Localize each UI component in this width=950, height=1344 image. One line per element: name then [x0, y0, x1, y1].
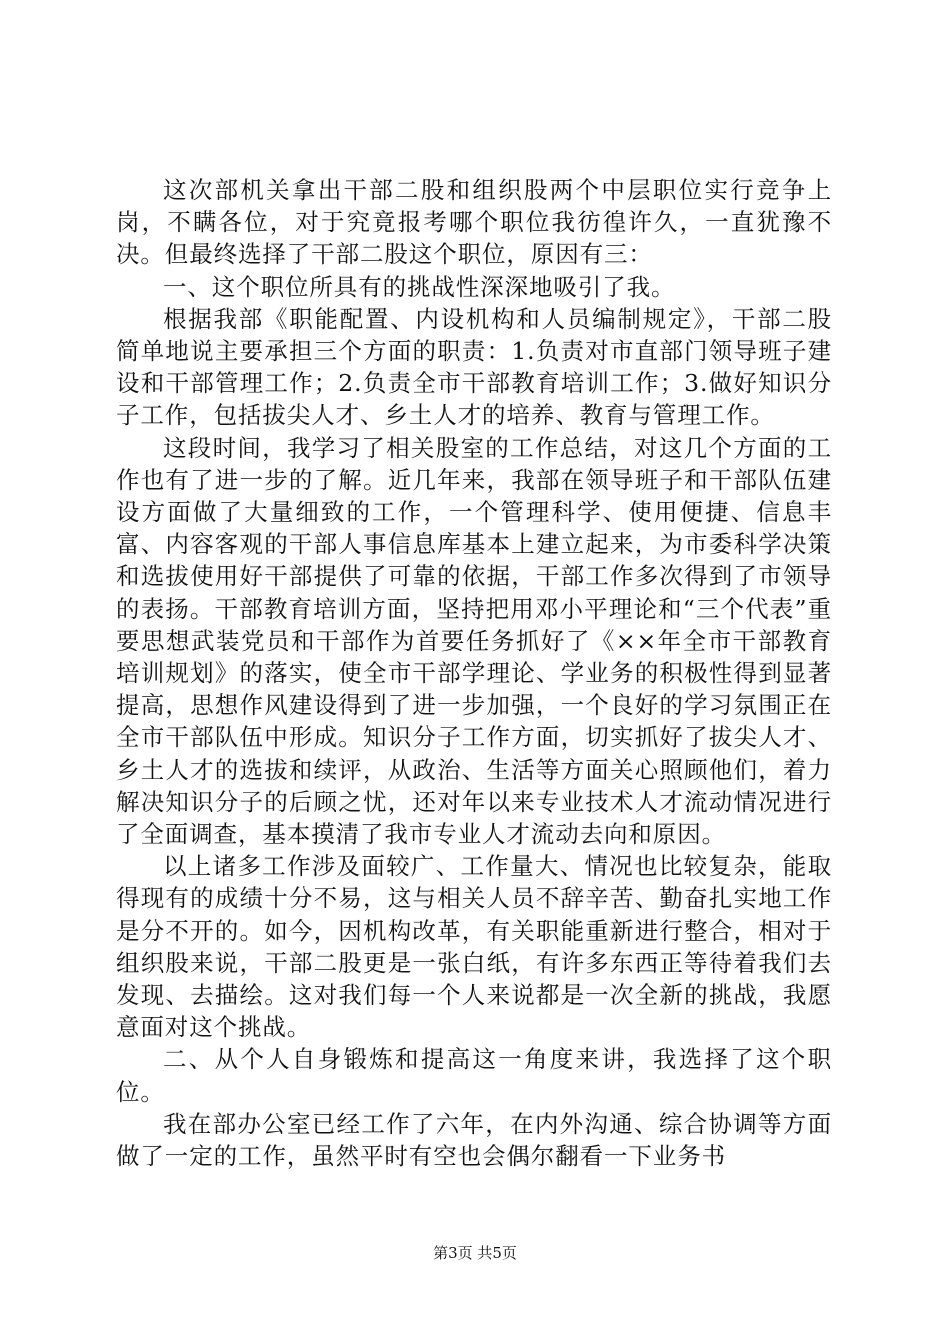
paragraph-recent-work: 这段时间，我学习了相关股室的工作总结，对这几个方面的工作也有了进一步的了解。近几年来，我部在领导班子和干部队伍建设方面做了大量细致的工作，一个管理科学、使用便捷、信息丰富、内容客观的干部人事信息库基本上建立起来，为市委科学决策和选拔使用好干部提供了可靠的依据，干部工作多次得到了市领导的表扬。干部教育培训方面，坚持把用邓小平理论和“三个代表”重要思想武装党员和干部作为首要任务抓好了《××年全市干部教育培训规划》的落实，使全市干部学理论、学业务的积极性得到显著提高，思想作风建设得到了进一步加强，一个良好的学习氛围正在全市干部队伍中形成。知识分子工作方面，切实抓好了拔尖人才、乡土人才的选拔和续评，从政治、生活等方面关心照顾他们，着力解决知识分子的后顾之忧，还对年以来专业技术人才流动情况进行了全面调查，基本摸清了我市专业人才流动去向和原因。	[116, 433, 832, 849]
page-footer: 第3页 共5页	[433, 1244, 517, 1262]
paragraph-personal-experience: 我在部办公室已经工作了六年，在内外沟通、综合协调等方面做了一定的工作，虽然平时有空也会偶尔翻看一下业务书	[116, 1109, 832, 1171]
paragraph-challenge: 以上诸多工作涉及面较广、工作量大、情况也比较复杂，能取得现有的成绩十分不易，这与相关人员不辞辛苦、勤奋扎实地工作是分不开的。如今，因机构改革，有关职能重新进行整合，相对于组织股来说，干部二股更是一张白纸，有许多东西正等待着我们去发现、去描绘。这对我们每一个人来说都是一次全新的挑战，我愿意面对这个挑战。	[116, 852, 832, 1042]
paragraph-reason-one-heading: 一、这个职位所具有的挑战性深深地吸引了我。	[163, 272, 676, 301]
paragraph-reason-two-heading: 二、从个人自身锻炼和提高这一角度来讲，我选择了这个职位。	[116, 1045, 832, 1106]
paragraph-intro: 这次部机关拿出干部二股和组织股两个中层职位实行竞争上岗，不瞒各位，对于究竟报考哪个职位我彷徨许久，一直犹豫不决。但最终选择了干部二股这个职位，原因有三：	[116, 176, 832, 269]
paragraph-duties: 根据我部《职能配置、内设机构和人员编制规定》，干部二股简单地说主要承担三个方面的职责：1.负责对市直部门领导班子建设和干部管理工作；2.负责全市干部教育培训工作；3.做好知识分子工作，包括拔尖人才、乡土人才的培养、教育与管理工作。	[116, 304, 832, 430]
document-body	[116, 174, 832, 1172]
